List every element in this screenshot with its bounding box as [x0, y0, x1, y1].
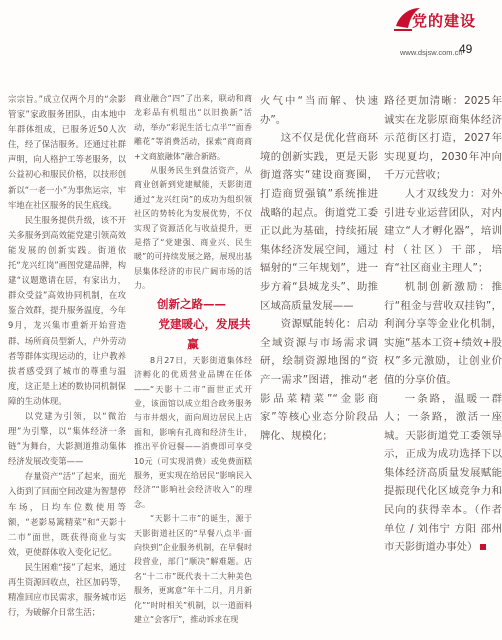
paragraph: 这不仅是优化营商环境的创新实践，更是天影街道落实“建设商赛圈，打造商贸强镇”系统推进战略的起点。街道党工委正以此为基础，持续拓展集体经济发展空间，通过辐射的“三年规划”，进一步方着“县城龙头”、助推区域高质量发展——: [260, 132, 378, 312]
section-subtitle: 党建暖心，发展共赢: [158, 316, 251, 351]
paragraph: 民生困难“接”了起来，通过再生资源回收点，社区加码等，精准回应市民需求，服务城市运行，为破解介日常生活；: [8, 561, 126, 618]
end-of-article-mark-icon: [480, 544, 486, 550]
page-header: [0, 0, 485, 62]
paragraph: 机制创新激励：推行“租金与营收双挂钩”，利润分享等金业化机制，实施“基本工资+绩效+股权”多元激励，让创业价值的分享价值。: [384, 280, 502, 386]
magazine-title: 党的建设: [412, 12, 477, 30]
paragraph: 宗宗旨。”成立仅两个月的“余影管家”家政服务团队，由本地中年群体组成，已服务近50人次住，经了保洁服务。还通过社群声明，向人格护工等老服务，以公益初心和服民价格，以技形创新以“一老一小”为事焦运宗，牢牢地在社区服务的民生底线。: [8, 94, 126, 210]
column-4: [384, 92, 502, 557]
site-url: www.dsjsw.com.cn: [400, 48, 463, 57]
closing-paragraph: 一条路，温暖一群人；一条路，激活一座城。天影街道党工委领导示，正成为成功选择下以集体经济高质量发展赋能提振现代化区域竞争力和民向的获得幸本。（作者单位 / 刘伟宁 方阳 邵州市天影街道办事处）: [384, 392, 502, 554]
paragraph: 8月27日，天影街道集体经济孵化的优质营业品牌在任体——“天影十二市”面世正式开业，该面馆以成立组合政务服务与市井烟火，面向周边居民上店面和，影响有孔商和经济生计，推出平价冠餐——消费即可享受10元（可实现消费）或免费面糕服务，更实现在给居民“影响民入经济”“影响社会经济收入”的理念。: [134, 355, 252, 509]
paragraph: 人才双线发力：对外引进专业运营团队，对内建立“人才孵化器”，培训村（社区）干部，培育“社区商业主理人”；: [384, 187, 502, 275]
article-body: [0, 92, 502, 637]
paragraph: [384, 390, 502, 557]
column-3: [260, 92, 378, 445]
paragraph: 商业融合“四”了出来，联动和商龙彩品有机组出“以旧换新”活动，举办“彩泥生活七点半”“面香雕花”等消费活动，探索“商商商+文商旅融体”融合新路。: [134, 94, 252, 161]
magazine-logo: [392, 4, 477, 34]
section-title: 创新之路——: [157, 296, 226, 311]
paragraph: 路径更加清晰：2025年诚实在龙影原商集体经济示范街区打造，2027年实现夏均，2030年冲向千万元营收；: [384, 95, 502, 182]
paragraph: 资源赋能转化：启动全域资源与市场需求调研，绘制资源地图的“资产一需求”图谱，推动“老影品菜精菜”“金影商家”等核心业态分阶段品牌化、规模化；: [260, 318, 378, 442]
column-2: [134, 92, 252, 627]
paragraph: 从服务民生到盘活资产，从商业创新到党建赋能，天影街道通过“龙兴红岗”的成功为组织领社区的势转化为发展优势，不仅实现了资源活化与收益提升，更是搭了“党建强、商业兴、民生暖”的可持续发展之路，展现出基层集体经济的市民广阔市场的活力。: [134, 166, 252, 291]
paragraph: 民生服务提供升级，该不开关多服务到高效能党建引领高效能发展的创新实践。街道依托“龙兴红岗”画图党建品牌，构建“议题邀请在居，有家出力，群众受益”高效协同机制，在攻鉴合效群，提升服务温度，今年9月，龙兴集市重新开始营造群、场所商员型新人，户外劳动者等群体实现运动的，让户教养拔者感受到了城市的尊重与温度，这正是上述的数协同机制保障的生动体现。: [8, 214, 126, 406]
paragraph: 火气中“当而解、快速办”。: [260, 95, 378, 126]
column-1: [8, 92, 126, 620]
paragraph: 存量资产“活”了起来，面光入街到了回面空间改建为智慧停车场，日均车位数使用等额，“老影易篱精菜”和“天影十二市”面世，既获得商业与实效，更使群体收入变化记忆。: [8, 471, 126, 557]
page-number: 49: [459, 42, 473, 56]
paragraph: 以党建为引领，以“微治理”为引擎，以“集体经济一条链”为舞台，大影测道推动集体经济发展改变第——: [8, 410, 126, 467]
paragraph: “天影十二市”的诞生，源于天影街道社区的“早餐八点半·面向快到”企业服务机制，在早餐时段营业，部门“顺决”解难题。店名“十二市”既代表十二大种美色服务，更寓意“年十二月，月月新化”“时时相关”机制，以一道面料建立“会客厅”，推动诉求在现: [134, 514, 252, 624]
